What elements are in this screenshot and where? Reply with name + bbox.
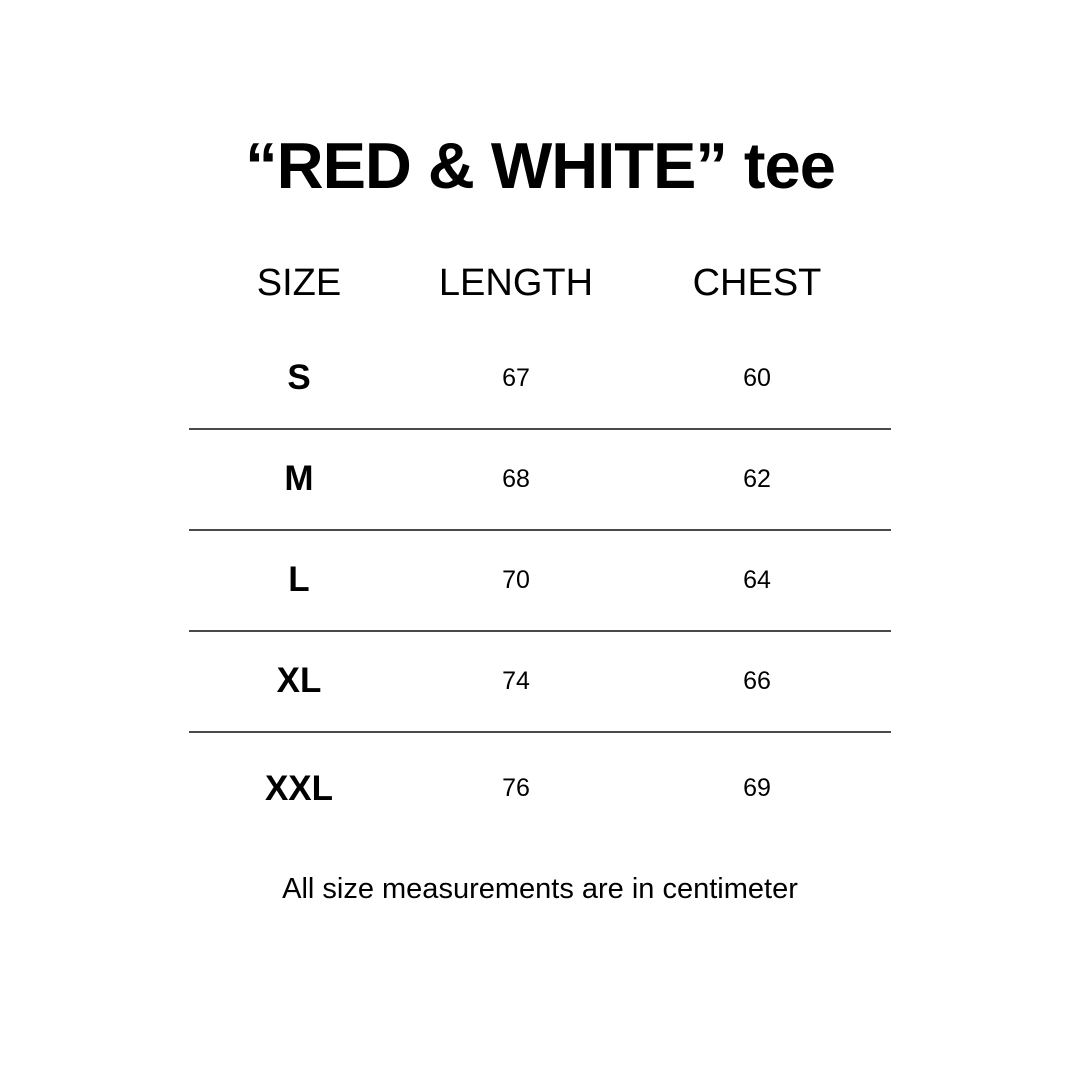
table-row xyxy=(189,430,891,531)
size-cell: M xyxy=(284,459,314,498)
size-cell: S xyxy=(287,358,311,397)
chest-cell: 64 xyxy=(743,565,771,594)
column-header-chest: CHEST xyxy=(692,261,822,304)
table-row xyxy=(189,632,891,733)
size-cell: L xyxy=(288,560,310,599)
chest-cell: 69 xyxy=(743,774,771,802)
size-cell: XXL xyxy=(264,768,334,808)
table-row xyxy=(189,733,891,845)
size-cell: XL xyxy=(276,661,322,700)
table-row xyxy=(189,329,891,430)
footnote: All size measurements are in centimeter xyxy=(282,872,798,905)
table-row xyxy=(189,531,891,632)
chest-cell: 66 xyxy=(743,666,771,695)
column-header-length: LENGTH xyxy=(438,261,594,304)
chest-cell: 60 xyxy=(743,363,771,392)
size-table xyxy=(189,262,891,845)
page-title: “RED & WHITE” tee xyxy=(245,129,835,202)
table-body xyxy=(189,329,891,845)
length-cell: 67 xyxy=(502,363,530,392)
length-cell: 74 xyxy=(502,666,530,695)
chest-cell: 62 xyxy=(743,464,771,493)
length-cell: 70 xyxy=(502,565,530,594)
length-cell: 76 xyxy=(502,774,530,802)
length-cell: 68 xyxy=(502,464,530,493)
column-header-size: SIZE xyxy=(256,261,342,304)
table-header-row xyxy=(189,262,891,305)
